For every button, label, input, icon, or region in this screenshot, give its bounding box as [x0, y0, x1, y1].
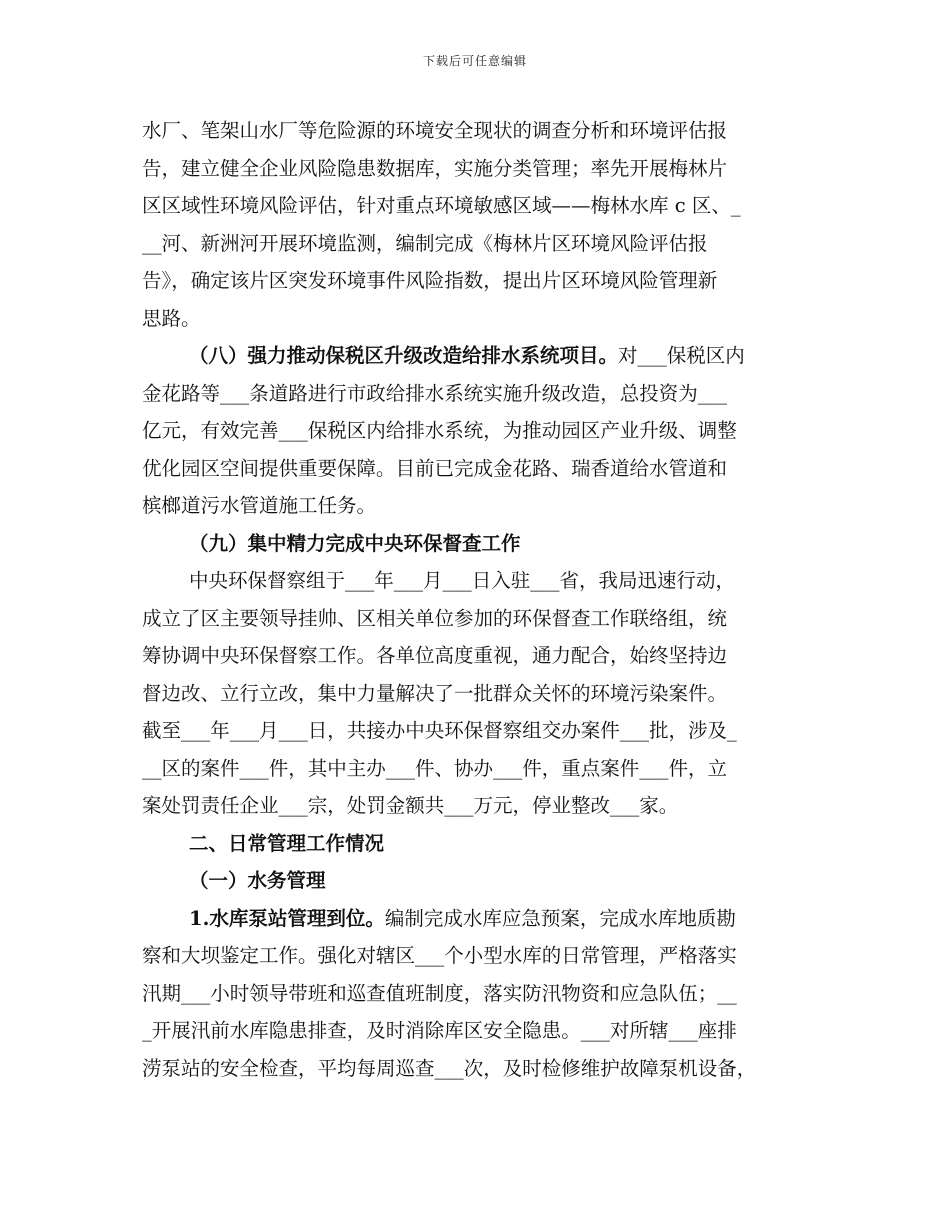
line-text: __河、新洲河开展环境监测，编制完成《梅林片区环境风险评估报	[142, 231, 708, 255]
text-line	[142, 150, 814, 188]
text-line	[142, 450, 814, 488]
text-line	[142, 300, 814, 338]
line-text: 案处罚责任企业___宗，处罚金额共___万元，停业整改___家。	[142, 794, 679, 817]
line-text: 亿元，有效完善___保税区内给排水系统，为推动园区产业升级、调整	[142, 419, 737, 442]
bold-heading: （九）集中精力完成中央环保督查工作	[189, 531, 521, 555]
line-text: 对___保税区内	[618, 344, 745, 367]
text-line	[142, 375, 814, 413]
text-line	[142, 712, 814, 750]
text-line	[142, 525, 814, 563]
line-text: __区的案件___件，其中主办___件、协办___件，重点案件___件，立	[142, 756, 728, 780]
bold-heading: （八）强力推动保税区升级改造给排水系统项目。	[189, 344, 619, 367]
line-text: 汛期___小时领导带班和巡查值班制度，落实防汛物资和应急队伍；__	[142, 981, 737, 1005]
text-line	[142, 262, 814, 300]
line-text: 区区域性环境风险评估，针对重点环境敏感区域——梅林水库 c 区、_	[142, 194, 741, 217]
bold-heading: 二、日常管理工作情况	[189, 831, 385, 855]
line-text: 截至___年___月___日，共接办中央环保督察组交办案件___批，涉及_	[142, 719, 737, 742]
text-line	[142, 675, 814, 713]
text-line	[142, 562, 814, 600]
text-line	[142, 600, 814, 638]
line-text: 水厂、笔架山水厂等危险源的环境安全现状的调查分析和环境评估报	[142, 119, 728, 142]
text-line	[142, 750, 814, 788]
line-text: 筹协调中央环保督察工作。各单位高度重视，通力配合，始终坚持边	[142, 644, 728, 667]
text-line	[142, 637, 814, 675]
text-line	[142, 1050, 814, 1088]
line-text: 编制完成水库应急预案，完成水库地质勘	[384, 906, 736, 930]
text-line	[142, 112, 814, 150]
line-text: _开展汛前水库隐患排查，及时消除库区安全隐患。___对所辖___座排	[142, 1019, 737, 1042]
text-line	[142, 862, 814, 900]
bold-heading: 1.水库泵站管理到位。	[189, 906, 385, 930]
text-line	[142, 187, 814, 225]
line-text: 察和大坝鉴定工作。强化对辖区___个小型水库的日常管理，严格落实	[142, 944, 737, 967]
text-line	[142, 900, 814, 938]
line-text: 中央环保督察组于___年___月___日入驻___省，我局迅速行动，	[189, 569, 736, 592]
text-line	[142, 825, 814, 863]
text-line	[142, 937, 814, 975]
line-text: 优化园区空间提供重要保障。目前已完成金花路、瑞香道给水管道和	[142, 456, 728, 480]
text-line	[142, 337, 814, 375]
text-line	[142, 487, 814, 525]
text-line	[142, 412, 814, 450]
line-text: 涝泵站的安全检查，平均每周巡查___次，及时检修维护故障泵机设备，	[142, 1056, 757, 1080]
text-line	[142, 1012, 814, 1050]
line-text: 督边改、立行立改，集中力量解决了一批群众关怀的环境污染案件。	[142, 681, 728, 705]
line-text: 槟榔道污水管道施工任务。	[142, 494, 377, 517]
line-text: 告》，确定该片区突发环境事件风险指数，提出片区环境风险管理新	[142, 269, 718, 292]
page-header: 下载后可任意编辑	[422, 54, 527, 68]
text-line	[142, 787, 814, 825]
text-line	[142, 225, 814, 263]
bold-heading: （一）水务管理	[189, 869, 326, 892]
line-text: 思路。	[142, 306, 201, 330]
line-text: 成立了区主要领导挂帅、区相关单位参加的环保督查工作联络组，统	[142, 606, 728, 630]
line-text: 告，建立健全企业风险隐患数据库，实施分类管理；率先开展梅林片	[142, 156, 728, 180]
line-text: 金花路等___条道路进行市政给排水系统实施升级改造，总投资为___	[142, 381, 728, 405]
document-body	[142, 112, 814, 1087]
text-line	[142, 975, 814, 1013]
